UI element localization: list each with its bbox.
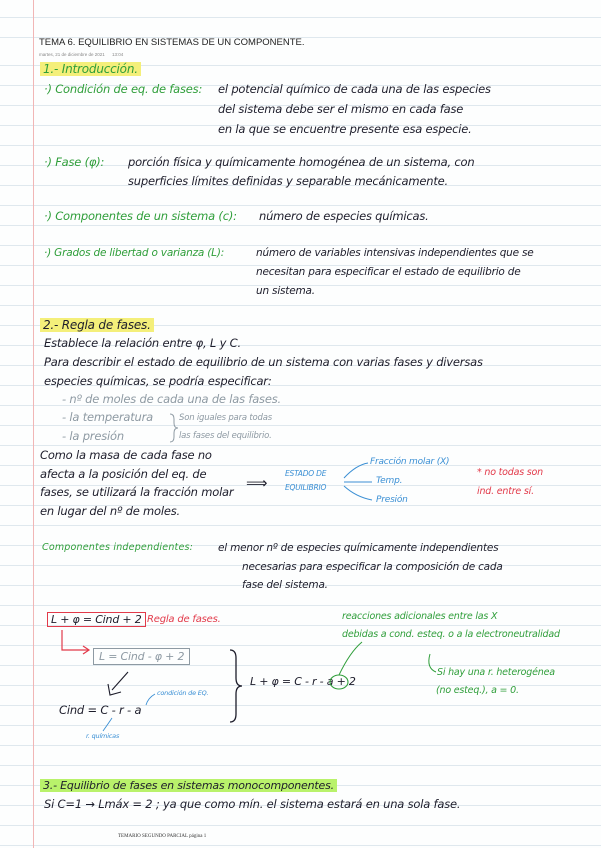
- fase-line-2: superficies límites definidas y separable mecánicamente.: [128, 174, 448, 188]
- green-note-4: (no esteq.), a = 0.: [436, 685, 519, 696]
- s2-p3: especies químicas, se podría especificar:: [44, 374, 272, 388]
- boxed-formula: L = Cind - φ + 2: [93, 648, 190, 665]
- cond-line-1: el potencial químico de cada una de las especies: [218, 82, 491, 96]
- fase-line-1: porción física y químicamente homogénea de un sistema, con: [128, 155, 475, 169]
- s2-p2: Para describir el estado de equilibrio de un sistema con varias fases y diversas: [44, 355, 483, 369]
- ci-line-3: fase del sistema.: [242, 579, 328, 591]
- mass-line-4: en lugar del nº de moles.: [40, 504, 181, 518]
- cond-eq-label: condición de EQ.: [157, 689, 209, 697]
- rule-name: Regla de fases.: [147, 614, 221, 625]
- branch-line-bottom: [344, 486, 372, 500]
- section1-heading: 1.- Introducción.: [40, 62, 141, 76]
- cind-formula: Cind = C - r - a: [59, 703, 142, 717]
- mass-line-1: Como la masa de cada fase no: [40, 448, 212, 462]
- green-circle: [330, 675, 348, 689]
- r-quimicas-label: r. químicas: [86, 732, 120, 740]
- s2-item1: - nº de moles de cada una de las fases.: [62, 392, 281, 406]
- brace-temp-pressure: [170, 414, 178, 442]
- mass-line-3: fases, se utilizará la fracción molar: [40, 485, 234, 499]
- page-footer: TEMARIO SEGUNDO PARCIAL página 1: [118, 834, 207, 839]
- mass-line-2: afecta a la posición del eq. de: [40, 467, 207, 481]
- s2-p1: Establece la relación entre φ, L y C.: [44, 336, 241, 350]
- s2-item3: - la presión: [62, 429, 124, 443]
- cond-label: ·) Condición de eq. de fases:: [44, 82, 203, 96]
- right-formula: L + φ = C - r - a + 2: [250, 675, 356, 688]
- implies-arrow: ⟹: [246, 474, 268, 492]
- gl-label: ·) Grados de libertad o varianza (L):: [44, 247, 225, 259]
- comp-line-1: número de especies químicas.: [259, 209, 429, 223]
- fase-label: ·) Fase (φ):: [44, 155, 105, 169]
- s3-p1: Si C=1 → Lmáx = 2 ; ya que como mín. el sistema estará en una sola fase.: [44, 797, 461, 811]
- section3-heading: 3.- Equilibrio de fases en sistemas monocomponentes.: [40, 779, 337, 792]
- blue-arrow-cond: [146, 694, 155, 705]
- page-time: 13:04: [112, 52, 124, 57]
- red-note-1: * no todas son: [477, 467, 543, 478]
- branch-line-top: [344, 463, 368, 478]
- section2-heading: 2.- Regla de fases.: [40, 318, 154, 332]
- cond-line-3: en la que se encuentre presente esa especie.: [218, 122, 472, 136]
- gl-line-3: un sistema.: [256, 285, 315, 297]
- big-brace: [230, 650, 242, 722]
- page-title: TEMA 6. EQUILIBRIO EN SISTEMAS DE UN COMPONENTE.: [39, 37, 305, 48]
- green-note-1: reacciones adicionales entre las X: [342, 611, 498, 622]
- ci-line-1: el menor nº de especies químicamente independientes: [218, 542, 499, 554]
- green-arrow-up: [339, 642, 362, 675]
- branch-presion: Presión: [376, 495, 408, 505]
- hollow-arrow: [108, 672, 128, 695]
- page-date: martes, 21 de diciembre de 2021: [39, 52, 105, 57]
- comp-label: ·) Componentes de un sistema (c):: [44, 209, 237, 223]
- gl-line-2: necesitan para especificar el estado de equilibrio de: [256, 266, 521, 278]
- ci-line-2: necesarias para especificar la composición de cada: [242, 561, 503, 573]
- blue-arrow-r: [103, 718, 112, 731]
- estado-line-2: EQUILIBRIO: [285, 483, 327, 492]
- ci-label: Componentes independientes:: [42, 542, 194, 553]
- green-arrow-right: [429, 654, 436, 672]
- gl-line-1: número de variables intensivas independientes que se: [256, 247, 534, 259]
- green-note-2: debidas a cond. esteq. o a la electroneutralidad: [342, 629, 560, 640]
- branch-temp: Temp.: [376, 476, 403, 486]
- brace-note-1: Son iguales para todas: [179, 413, 272, 423]
- rule-formula-box: L + φ = Cind + 2: [47, 612, 146, 627]
- branch-fraccion: Fracción molar (X): [370, 457, 450, 467]
- cond-line-2: del sistema debe ser el mismo en cada fase: [218, 102, 464, 116]
- brace-note-2: las fases del equilibrio.: [179, 431, 272, 441]
- s2-item2: - la temperatura: [62, 410, 154, 424]
- red-note-2: ind. entre sí.: [477, 486, 534, 497]
- green-note-3: Si hay una r. heterogénea: [437, 667, 555, 678]
- estado-line-1: ESTADO DE: [285, 469, 327, 478]
